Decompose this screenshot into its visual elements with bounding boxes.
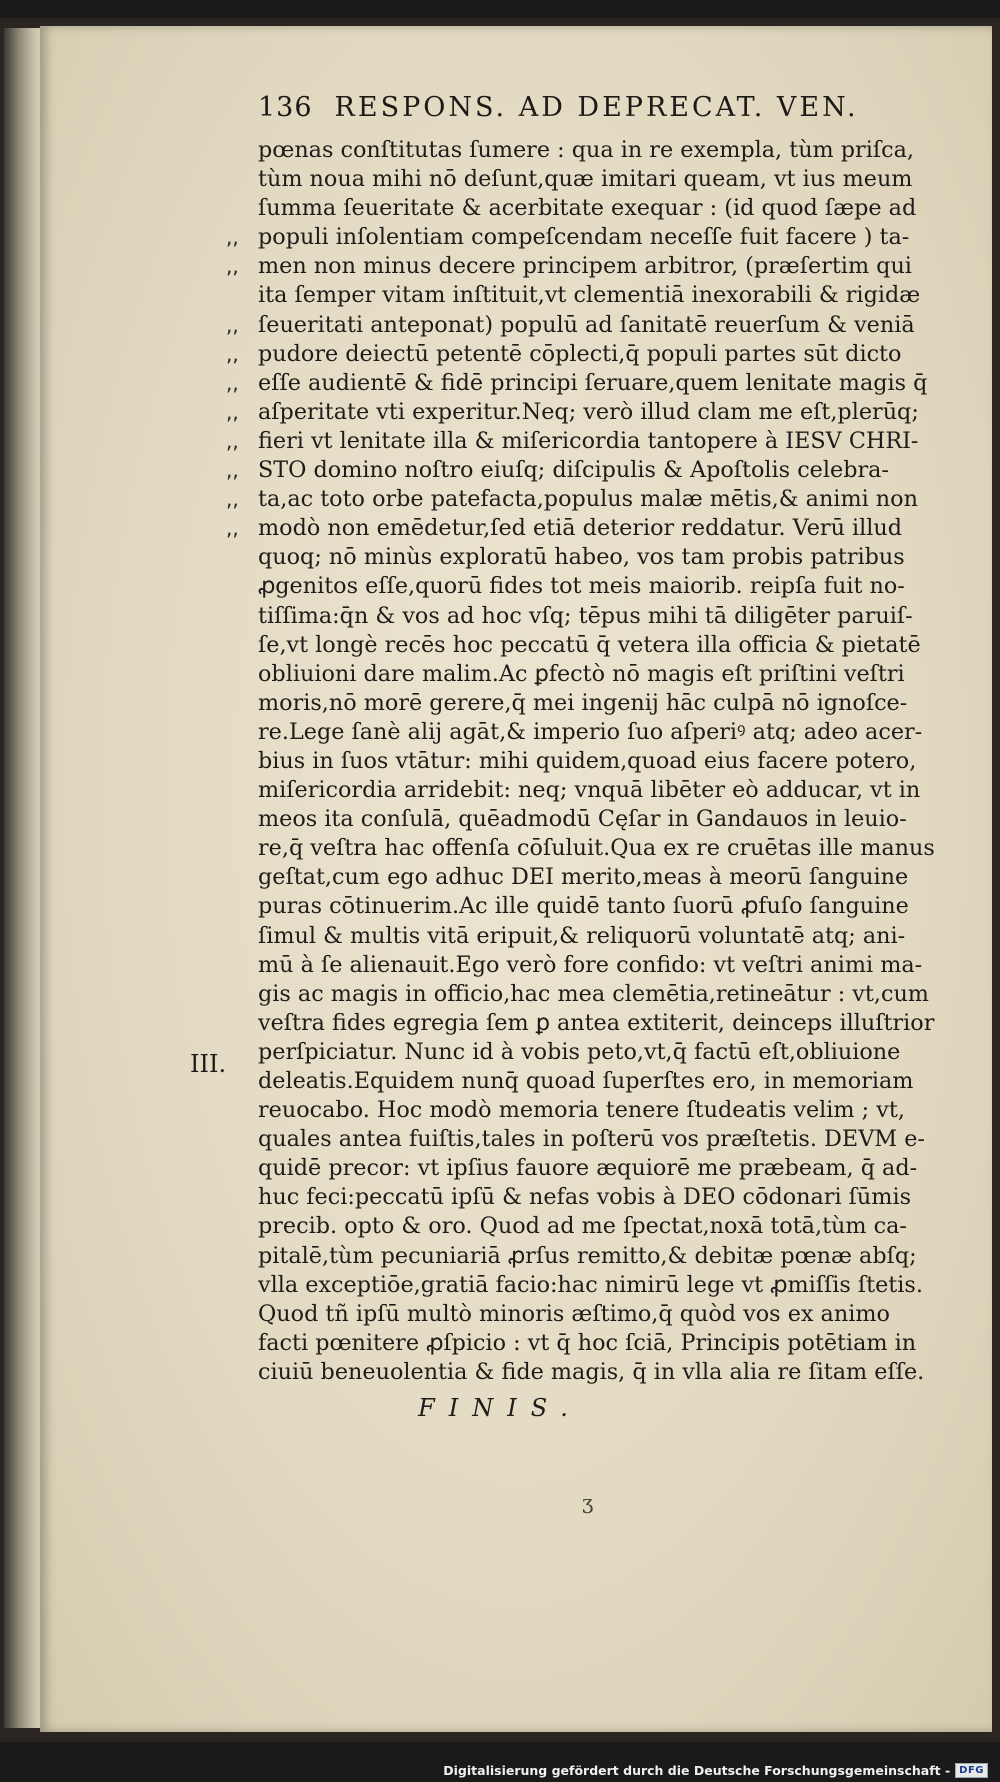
text-line: tiſſima:q̄n & vos ad hoc vſq; tēpus mihi tā diligēter paruiſ- — [258, 602, 913, 629]
text-line: tùm noua mihi nō deſunt,quæ imitari queam, vt ius meum — [258, 166, 913, 193]
text-line: fieri vt lenitate illa & miſericordia tantopere à IESV CHRI- — [258, 427, 919, 454]
quote-marker — [226, 776, 256, 805]
text-line: re.Lege ſanè alij agāt,& imperio ſuo aſperiꝰ atq; adeo acer- — [258, 718, 923, 745]
quote-marker — [226, 602, 256, 631]
footer-credit-text: Digitalisierung gefördert durch die Deutsche Forschungsgemeinschaft - — [443, 1762, 951, 1778]
text-line: pœnas conſtitutas ſumere : qua in re exempla, tùm priſca, — [258, 137, 914, 163]
quote-marker — [226, 194, 256, 223]
text-line: veſtra fides egregia ſem ꝑ antea extiterit, deinceps illuſtrior — [258, 1009, 935, 1036]
quote-marker — [226, 892, 256, 921]
quote-marker — [226, 1096, 256, 1125]
quote-marker: ,, — [226, 312, 239, 337]
text-line: obliuioni dare malim.Ac ꝑfectò nō magis eſt priſtini veſtri — [258, 660, 905, 687]
quote-marker — [226, 805, 256, 834]
text-line: ꝓgenitos eſſe,quorū fides tot meis maiorib. reipſa fuit no- — [258, 573, 905, 600]
text-line: quidē precor: vt ipſius fauore æquiorē me præbeam, q̄ ad- — [258, 1155, 918, 1182]
text-line: facti pœnitere ꝓſpicio : vt q̄ hoc ſciā, Principis potētiam in — [258, 1329, 917, 1356]
text-line: quales antea fuiſtis,tales in poſterū vos præſtetis. DEVM e- — [258, 1126, 925, 1153]
quote-marker — [226, 660, 256, 689]
quote-marker — [226, 1300, 256, 1329]
text-line: perſpiciatur. Nunc id à vobis peto,vt,q̄ factū eſt,obliuione — [258, 1038, 901, 1065]
quote-marker — [226, 1183, 256, 1212]
text-line: gis ac magis in officio,hac mea clemētia,retineātur : vt,cum — [258, 980, 929, 1007]
quote-marker: ,, — [226, 254, 239, 279]
quote-marker — [226, 834, 256, 863]
quote-marker — [226, 1009, 256, 1038]
text-line: eſſe audientē & fidē principi ſeruare,quem lenitate magis q̄ — [258, 369, 928, 396]
text-line: pitalē,tùm pecuniariā ꝓrſus remitto,& debitæ pœnæ abſq; — [258, 1242, 917, 1269]
page-body-text — [258, 136, 938, 1387]
quote-marker — [226, 1271, 256, 1300]
quote-marker — [226, 1125, 256, 1154]
text-line: re,q̄ veſtra hac offenſa cōſuluit.Qua ex re cruētas ille manus — [258, 835, 935, 862]
text-line: miſericordia arridebit: neq; vnquā libēter eò adducar, vt in — [258, 777, 921, 804]
quote-marker: ,, — [226, 487, 239, 512]
quote-marker: ,, — [226, 428, 239, 453]
quote-marker: ,, — [226, 458, 239, 483]
quote-marker — [226, 1358, 256, 1387]
quote-marker — [226, 1067, 256, 1096]
book-spine — [4, 28, 42, 1728]
text-line: modò non emēdetur,ſed etiā deterior reddatur. Verū illud — [258, 515, 903, 542]
text-line: bius in ſuos vtātur: mihi quidem,quoad eius facere potero, — [258, 747, 917, 774]
quote-marker — [226, 980, 256, 1009]
text-line: ciuiū beneuolentia & fide magis, q̄ in vlla alia re ſitam eſſe. — [258, 1358, 925, 1385]
running-title: RESPONS. AD DEPRECAT. VEN. — [334, 92, 859, 123]
quote-marker — [226, 1154, 256, 1183]
text-line: men non minus decere principem arbitror, (præſertim qui — [258, 253, 912, 280]
quote-marker — [226, 543, 256, 572]
text-line: ita ſemper vitam inſtituit,vt clementiā inexorabili & rigidæ — [258, 282, 921, 309]
text-line: quoq; nō minùs exploratū habeo, vos tam probis patribus — [258, 544, 905, 571]
quote-marker: ,, — [226, 399, 239, 424]
text-line: populi inſolentiam compeſcendam neceſſe fuit facere ) ta- — [258, 224, 910, 251]
text-line: ta,ac toto orbe patefacta,populus malæ mētis,& animi non — [258, 486, 918, 513]
quote-marker: ,, — [226, 341, 239, 366]
text-line: huc feci:peccatū ipſū & nefas vobis à DEO cōdonari ſūmis — [258, 1184, 912, 1211]
margin-section-number: III. — [190, 1050, 227, 1078]
text-line: geſtat,cum ego adhuc DEI merito,meas à meorū ſanguine — [258, 864, 909, 891]
quote-marker — [226, 1329, 256, 1358]
quote-marker: ,, — [226, 370, 239, 395]
quote-marker — [226, 281, 256, 310]
quote-marker — [226, 165, 256, 194]
text-line: STO domino noſtro eiuſq; diſcipulis & Apoſtolis celebra- — [258, 457, 889, 484]
quote-marker — [226, 718, 256, 747]
text-line: puras cōtinuerim.Ac ille quidē tanto ſuorū ꝓfuſo ſanguine — [258, 893, 909, 920]
quote-marker — [226, 572, 256, 601]
text-line: deleatis.Equidem nunq̄ quoad ſuperſtes ero, in memoriam — [258, 1068, 914, 1094]
signature-mark: ʒ — [582, 1490, 594, 1514]
finis-end-mark: FINIS. — [418, 1394, 582, 1422]
text-line: ſumma ſeueritate & acerbitate exequar : (id quod ſæpe ad — [258, 195, 917, 222]
digitization-footer — [443, 1760, 988, 1780]
text-line: meos ita conſulā, quēadmodū Cęſar in Gandauos in leuio- — [258, 806, 907, 833]
text-line: reuocabo. Hoc modò memoria tenere ſtudeatis velim ; vt, — [258, 1097, 905, 1124]
text-line: pudore deiectū petentē cōplecti,q̄ populi partes sūt dicto — [258, 340, 902, 367]
text-line: ſe,vt longè recēs hoc peccatū q̄ vetera illa officia & pietatē — [258, 631, 921, 658]
quote-marker — [226, 689, 256, 718]
quote-marker — [226, 1242, 256, 1271]
quotation-markers — [226, 136, 256, 1387]
quote-marker — [226, 863, 256, 892]
text-line: mū à ſe alienauit.Ego verò fore confido: vt veſtri animi ma- — [258, 951, 923, 978]
quote-marker: ,, — [226, 516, 239, 541]
quote-marker — [226, 747, 256, 776]
page-number: 136 — [258, 92, 313, 123]
text-line: vlla exceptiōe,gratiā facio:hac nimirū lege vt ꝓmiſſis ſtetis. — [258, 1271, 923, 1298]
text-line: ſimul & multis vitā eripuit,& reliquorū voluntatē atq; ani- — [258, 922, 906, 949]
text-line: Quod tñ ipſū multò minoris æſtimo,q̄ quòd vos ex animo — [258, 1300, 890, 1327]
quote-marker — [226, 631, 256, 660]
quote-marker — [226, 1038, 256, 1067]
text-line: aſperitate vti experitur.Neq; verò illud clam me eſt,plerūq; — [258, 398, 919, 425]
quote-marker — [226, 922, 256, 951]
text-line: ſeueritati anteponat) populū ad ſanitatē reuerſum & veniā — [258, 311, 915, 338]
quote-marker — [226, 136, 256, 165]
text-line: moris,nō morē gerere,q̄ mei ingenij hāc culpā nō ignoſce- — [258, 689, 908, 716]
text-line: precib. opto & oro. Quod ad me ſpectat,noxā totā,tùm ca- — [258, 1213, 907, 1240]
quote-marker — [226, 1212, 256, 1241]
quote-marker — [226, 951, 256, 980]
dfg-logo-icon: DFG — [955, 1763, 988, 1778]
running-header — [258, 92, 898, 132]
quote-marker: ,, — [226, 225, 239, 250]
